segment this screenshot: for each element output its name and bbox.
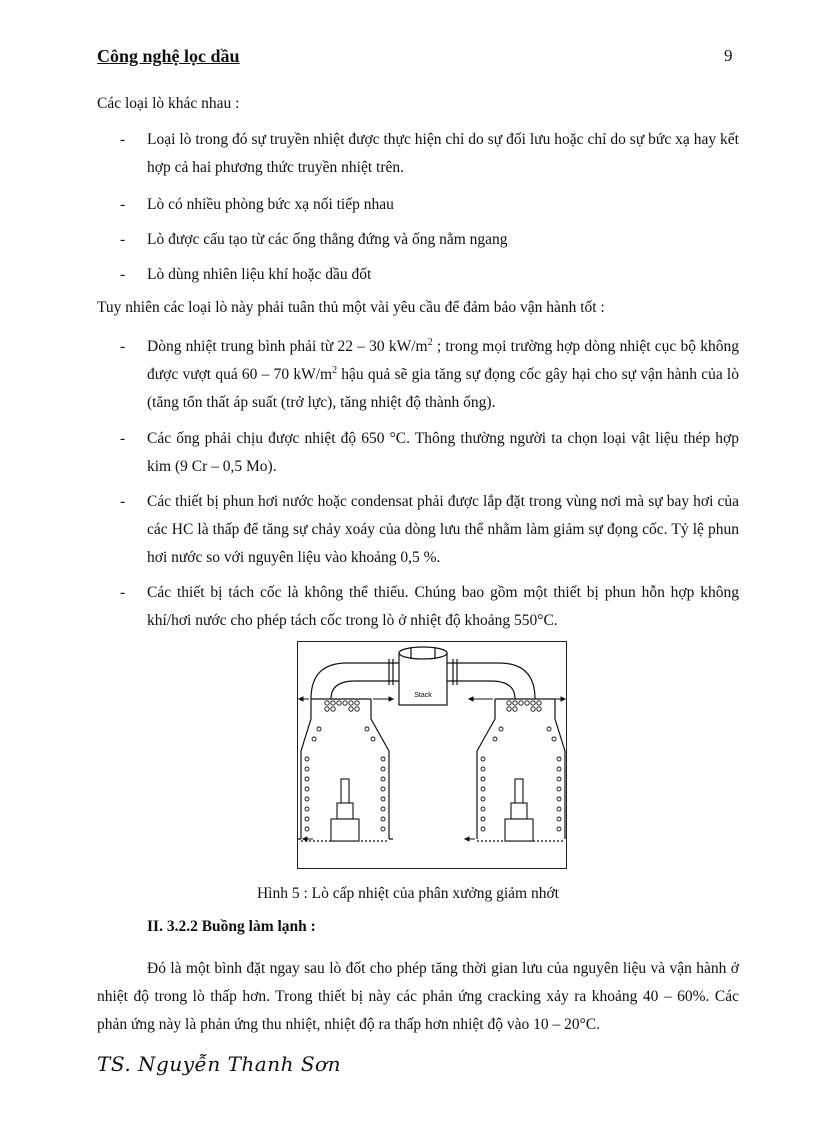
- footer-author: TS. Nguyễn Thanh Sơn: [97, 1052, 341, 1076]
- page-header-title: Công nghệ lọc dầu: [97, 46, 240, 66]
- list-item: Lò dùng nhiên liệu khí hoặc dầu đốt: [147, 266, 372, 283]
- list-dash: -: [120, 131, 126, 148]
- section-heading: II. 3.2.2 Buồng làm lạnh :: [147, 918, 316, 935]
- list-item: Các thiết bị tách cốc là không thể thiếu. Chúng bao gồm một thiết bị phun hỗn hợp không khí/hơi nước cho phép tách cốc trong lò ở nhiệt độ khoảng 550°C.: [147, 584, 739, 629]
- list-dash: -: [120, 584, 126, 601]
- list-item: Các ống phải chịu được nhiệt độ 650 °C. Thông thường người ta chọn loại vật liệu thép hợp kim (9 Cr – 0,5 Mo).: [147, 430, 739, 475]
- list-item: Lò được cấu tạo từ các ống thẳng đứng và ống nằm ngang: [147, 231, 508, 248]
- page-number: 9: [724, 46, 733, 65]
- list-item: Lò có nhiều phòng bức xạ nối tiếp nhau: [147, 196, 394, 213]
- body-paragraph: Đó là một bình đặt ngay sau lò đốt cho phép tăng thời gian lưu của nguyên liệu và vận hành ở nhiệt độ trong lò thấp hơn. Trong thiết bị này các phản ứng cracking xảy ra khoảng 40 – 60%. Các phản ứng này là phản ứng thu nhiệt, nhiệt độ ra thấp hơn nhiệt độ vào 10 – 20°C.: [97, 960, 739, 1033]
- stack-label: Stack: [414, 692, 432, 699]
- furnace-diagram: [297, 641, 567, 869]
- list-dash: -: [120, 231, 126, 248]
- list-dash: -: [120, 338, 126, 355]
- list-dash: -: [120, 430, 126, 447]
- intro-text-2: Tuy nhiên các loại lò này phải tuân thủ một vài yêu cầu để đảm bảo vận hành tốt :: [97, 299, 605, 316]
- list-item: Dòng nhiệt trung bình phải từ 22 – 30 $kW/m^2$ ; trong mọi trường hợp dòng nhiệt cục bộ không được vượt quá 60 – 70 $kW/m^2$ hậu quả sẽ gia tăng sự đọng cốc gây hại cho sự vận hành của lò (tăng tổn thất áp suất (trở lực), tăng nhiệt độ thành ống).: [147, 336, 739, 411]
- figure-caption: Hình 5 : Lò cấp nhiệt của phân xưởng giảm nhớt: [256, 885, 559, 902]
- list-dash: -: [120, 196, 126, 213]
- list-item: Loại lò trong đó sự truyền nhiệt được thực hiện chỉ do sự đối lưu hoặc chỉ do sự bức xạ hay kết hợp cả hai phương thức truyền nhiệt trên.: [147, 131, 739, 176]
- list-item: Các thiết bị phun hơi nước hoặc condensat phải được lắp đặt trong vùng nơi mà sự bay hơi của các HC là thấp để tăng sự chảy xoáy của dòng lưu thể nhằm làm giảm sự đọng cốc. Tỷ lệ phun hơi nước so với nguyên liệu vào khoảng 0,5 %.: [147, 493, 739, 566]
- intro-text-1: Các loại lò khác nhau :: [97, 95, 240, 112]
- list-dash: -: [120, 266, 126, 283]
- list-dash: -: [120, 493, 126, 510]
